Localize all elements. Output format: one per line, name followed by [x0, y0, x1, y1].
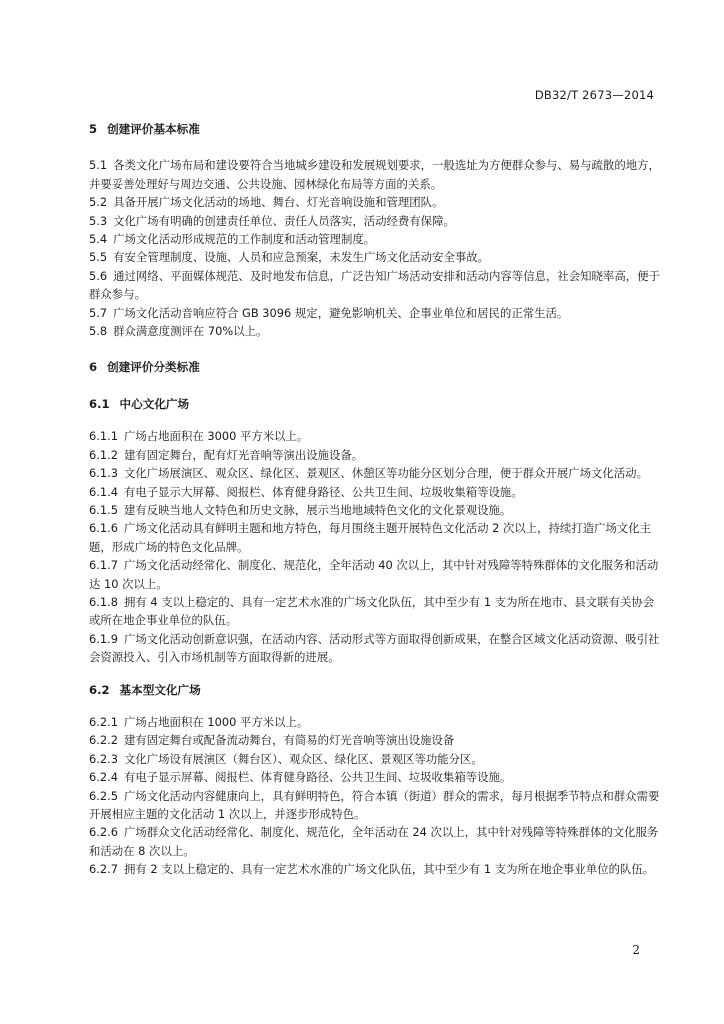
section-heading-5	[89, 120, 664, 138]
clause-5-1	[89, 156, 664, 193]
clause-6-1-7	[89, 556, 664, 593]
clause-5-8	[89, 322, 664, 340]
section-number: 5	[89, 122, 98, 136]
section-number: 6	[89, 360, 98, 375]
document-code: DB32/T 2673—2014	[534, 88, 654, 102]
clause-number: 6.2.3	[89, 751, 118, 766]
clause-number: 5.1	[89, 158, 108, 173]
clause-number: 6.1.7	[89, 558, 118, 573]
section-heading-6	[89, 358, 664, 376]
subsection-number: 6.2	[89, 682, 110, 697]
clause-text: 广场文化活动内容健康向上，具有鲜明特色，符合本镇（街道）群众的需求，每月根据季节特点和群众需要开展相应主题的文化活动 1 次以上，并逐步形成特色。	[89, 788, 660, 821]
subsection-number: 6.1	[89, 396, 110, 411]
clause-number: 5.7	[89, 305, 108, 320]
clause-6-1-6	[89, 519, 664, 556]
clause-number: 6.1.9	[89, 631, 118, 646]
clause-number: 5.3	[89, 213, 108, 228]
clause-5-3	[89, 212, 664, 230]
section-title: 创建评价基本标准	[107, 122, 200, 136]
clause-6-1-3	[89, 464, 664, 482]
clause-5-6	[89, 267, 664, 304]
clause-number: 6.2.7	[89, 862, 118, 877]
clause-text: 广场群众文化活动经常化、制度化、规范化，全年活动在 24 次以上，其中针对残障等特殊群体的文化服务和活动在 8 次以上。	[89, 825, 659, 858]
clause-5-2	[89, 193, 664, 211]
clause-6-2-5	[89, 787, 664, 824]
clause-number: 6.1.2	[89, 447, 118, 462]
clause-6-1-9	[89, 630, 664, 667]
clause-text: 广场文化活动形成规范的工作制度和活动管理制度。	[113, 232, 376, 247]
clause-number: 6.1.1	[89, 429, 118, 444]
clause-number: 5.2	[89, 195, 108, 210]
clause-text: 文化广场设有展演区（舞台区）、观众区、绿化区、景观区等功能分区。	[123, 751, 483, 766]
clause-text: 广场文化活动经常化、制度化、规范化，全年活动 40 次以上，其中针对残障等特殊群体的文化服务和活动达 10 次以上。	[89, 558, 659, 591]
clause-text: 有电子显示屏幕、阅报栏、体育健身路径、公共卫生间、垃圾收集箱等设施。	[123, 770, 512, 785]
document-body	[89, 120, 664, 879]
clause-6-2-3	[89, 750, 664, 768]
clause-5-5	[89, 248, 664, 266]
clause-number: 6.1.8	[89, 594, 118, 609]
clause-text: 建有固定舞台，配有灯光音响等演出设施设备。	[123, 447, 364, 462]
clause-text: 拥有 2 支以上稳定的、具有一定艺术水准的广场文化队伍，其中至少有 1 支为所在地企事业单位的队伍。	[123, 862, 655, 877]
clause-text: 具备开展广场文化活动的场地、舞台、灯光音响设施和管理团队。	[113, 195, 444, 210]
clause-number: 6.1.5	[89, 502, 118, 517]
clause-6-2-7	[89, 860, 664, 878]
clause-6-2-2	[89, 731, 664, 749]
clause-number: 6.1.3	[89, 466, 118, 481]
clause-5-4	[89, 230, 664, 248]
clause-number: 6.2.6	[89, 825, 118, 840]
subsection-title: 基本型文化广场	[119, 682, 201, 697]
section-6-2-clauses	[89, 713, 664, 879]
clause-text: 广场文化活动具有鲜明主题和地方特色，每月围绕主题开展特色文化活动 2 次以上，持续打造广场文化主题，形成广场的特色文化品牌。	[89, 521, 652, 554]
clause-6-1-1	[89, 427, 664, 445]
clause-text: 有安全管理制度、设施、人员和应急预案，未发生广场文化活动安全事故。	[113, 250, 490, 265]
clause-text: 文化广场有明确的创建责任单位、责任人员落实，活动经费有保障。	[113, 213, 455, 228]
clause-text: 广场文化活动音响应符合 GB 3096 规定，避免影响机关、企事业单位和居民的正常生活。	[113, 305, 569, 320]
subsection-title: 中心文化广场	[119, 396, 190, 411]
clause-number: 6.1.4	[89, 484, 118, 499]
clause-6-2-4	[89, 768, 664, 786]
clause-text: 通过网络、平面媒体规范、及时地发布信息，广泛告知广场活动安排和活动内容等信息，社会知晓率高，便于群众参与。	[89, 268, 660, 302]
clause-number: 6.1.6	[89, 521, 118, 536]
section-6-1-clauses	[89, 427, 664, 666]
clause-number: 5.4	[89, 232, 108, 247]
clause-text: 群众满意度测评在 70%以上。	[113, 324, 268, 339]
clause-number: 6.2.4	[89, 770, 118, 785]
clause-6-2-6	[89, 823, 664, 860]
clause-number: 5.8	[89, 324, 108, 339]
clause-number: 5.5	[89, 250, 108, 265]
clause-text: 广场占地面积在 1000 平方米以上。	[123, 714, 309, 729]
clause-number: 6.2.5	[89, 788, 118, 803]
clause-text: 拥有 4 支以上稳定的、具有一定艺术水准的广场文化队伍，其中至少有 1 支为所在地市、县文联有关协会或所在地企事业单位的队伍。	[89, 594, 655, 628]
clause-number: 6.2.1	[89, 714, 118, 729]
clause-number: 6.2.2	[89, 733, 118, 748]
clause-text: 有电子显示大屏幕、阅报栏、体育健身路径、公共卫生间、垃圾收集箱等设施。	[123, 484, 523, 499]
clause-text: 各类文化广场布局和建设要符合当地城乡建设和发展规划要求，一般选址为方便群众参与、易与疏散的地方，并要妥善处理好与周边交通、公共设施、园林绿化布局等方面的关系。	[89, 158, 660, 191]
clause-text: 文化广场展演区、观众区、绿化区、景观区、休憩区等功能分区划分合理，便于群众开展广场文化活动。	[123, 466, 648, 481]
section-5-clauses	[89, 156, 664, 340]
subsection-heading-6-2	[89, 681, 664, 699]
clause-6-1-8	[89, 593, 664, 630]
clause-6-2-1	[89, 713, 664, 731]
clause-number: 5.6	[89, 268, 108, 283]
clause-5-7	[89, 304, 664, 322]
section-title: 创建评价分类标准	[107, 360, 200, 375]
clause-6-1-5	[89, 501, 664, 519]
clause-text: 广场占地面积在 3000 平方米以上。	[123, 429, 309, 444]
subsection-heading-6-1	[89, 395, 664, 413]
clause-text: 建有固定舞台或配备流动舞台，有简易的灯光音响等演出设施设备	[123, 733, 455, 748]
clause-6-1-4	[89, 483, 664, 501]
clause-text: 广场文化活动创新意识强，在活动内容、活动形式等方面取得创新成果，在整合区域文化活动资源、吸引社会资源投入、引入市场机制等方面取得新的进展。	[89, 631, 660, 665]
page-number: 2	[632, 943, 640, 957]
clause-text: 建有反映当地人文特色和历史文脉，展示当地地域特色文化的文化景观设施。	[123, 502, 512, 517]
clause-6-1-2	[89, 446, 664, 464]
